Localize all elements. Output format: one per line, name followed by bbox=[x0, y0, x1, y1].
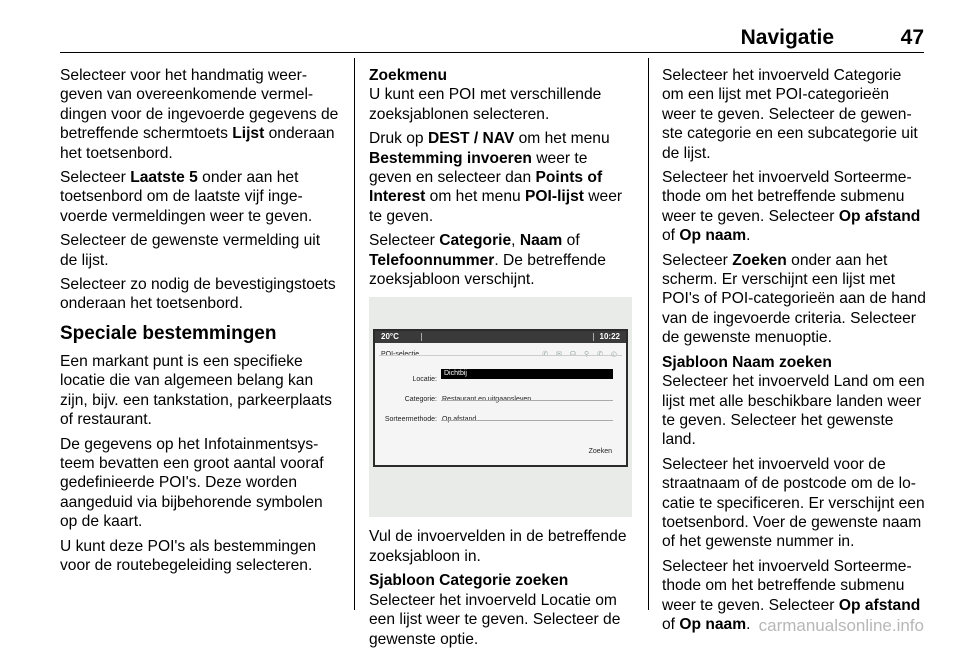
location-field[interactable]: Dichtbij bbox=[441, 369, 613, 379]
category-field[interactable]: Restaurant en uitgaansleven bbox=[442, 396, 532, 404]
sort-label: Sorteermethode: bbox=[384, 416, 437, 424]
paragraph: Selecteer het invoerveld Categorie om een lijst met POI-categorieën weer te geven. Selecteer de gewenste categorie en een subcategorie uit de lijst. bbox=[662, 67, 918, 162]
location-label: Locatie: bbox=[412, 376, 437, 384]
clock-readout: 10:22 bbox=[599, 332, 620, 342]
watermark: carmanualsonline.info bbox=[758, 616, 924, 635]
page-number: 47 bbox=[900, 26, 924, 49]
screenshot-figure bbox=[369, 297, 632, 517]
subheading: Sjabloon Naam zoeken bbox=[662, 353, 832, 371]
paragraph: Selecteer het invoerveld voor de straatnaam of de postcode om de locatie te specificeren. Er verschijnt een toetsenbord. Voer de gewenste naam of het gewenste nummer in. bbox=[662, 455, 925, 551]
screen-title: POI-selectie bbox=[381, 351, 420, 359]
subheading: Zoekmenu bbox=[369, 67, 447, 84]
sort-field[interactable]: Op afstand bbox=[442, 416, 477, 424]
paragraph: U kunt een POI met verschillende zoeksjablonen selecteren. bbox=[369, 86, 602, 123]
paragraph: Selecteer Laatste 5 onder aan het toetsenbord om de laatste vijf ingevoerde vermeldingen weer te geven. bbox=[60, 169, 313, 225]
paragraph: Druk op DEST / NAV om het menu Bestemming invoeren weer te geven en selecteer dan Points of Interest om het menu POI-lijst weer te geven. bbox=[369, 130, 623, 225]
paragraph: Selecteer het invoerveld Locatie om een lijst weer te geven. Selecteer de gewenste optie. bbox=[369, 591, 621, 648]
paragraph: Selecteer het invoerveld Sorteermethode om het betreffende submenu weer te geven. Selecteer Op afstand of Op naam. bbox=[662, 169, 921, 245]
paragraph: Selecteer voor het handmatig weergeven van overeenkomende vermeldingen voor de ingevoerde gegevens de betreffende schermtoets Lijst onderaan het toetsenbord. bbox=[60, 67, 339, 162]
section-heading: Speciale bestemmingen bbox=[60, 322, 277, 344]
paragraph: Vul de invoervelden in de betreffende zoeksjabloon in. bbox=[369, 528, 627, 565]
column-divider-1 bbox=[354, 58, 355, 610]
status-icons: ✆ ✉ ☊ ⚲ ✆ ◴ bbox=[542, 351, 620, 359]
column-divider-2 bbox=[648, 58, 649, 610]
paragraph: Selecteer Categorie, Naam of Telefoonnummer. De betreffende zoeksjabloon verschijnt. bbox=[369, 232, 606, 289]
column-1 bbox=[60, 66, 340, 580]
paragraph: Selecteer Zoeken onder aan het scherm. Er verschijnt een lijst met POI's of POI-categorieën aan de hand van de ingevoerde criteria. Selecteer de gewenste menuoptie. bbox=[662, 251, 926, 347]
category-label: Categorie: bbox=[404, 396, 437, 404]
paragraph: Selecteer zo nodig de bevestigingstoets onderaan het toetsenbord. bbox=[60, 276, 336, 313]
paragraph: Selecteer het invoerveld Sorteermethode om het betreffende submenu weer te geven. Selecteer Op afstand of Op naam. bbox=[662, 557, 921, 633]
paragraph: Selecteer het invoerveld Land om een lijst met alle beschikbare landen weer te geven. Selecteer het gewenste land. bbox=[662, 373, 925, 449]
column-3 bbox=[662, 66, 926, 639]
paragraph: U kunt deze POI's als bestemmingen voor de routebegeleiding selecteren. bbox=[60, 537, 317, 574]
subheading: Sjabloon Categorie zoeken bbox=[369, 572, 569, 590]
column-2 bbox=[369, 66, 634, 654]
temperature-readout: 20°C bbox=[381, 332, 399, 342]
paragraph: De gegevens op het Infotainmentsysteem bevatten een groot aantal vooraf gedefinieerde POI's. Deze worden aangeduid via bijbehorende symbolen op de kaart. bbox=[60, 435, 324, 531]
section-title: Navigatie bbox=[740, 26, 834, 49]
status-bar bbox=[375, 331, 626, 343]
paragraph: Selecteer de gewenste vermelding uit de lijst. bbox=[60, 232, 321, 269]
page-header bbox=[60, 24, 924, 53]
search-button[interactable]: Zoeken bbox=[588, 448, 612, 456]
paragraph: Een markant punt is een specifieke locatie die van algemeen belang kan zijn, bijv. een tankstation, parkeerplaats of restaurant. bbox=[60, 352, 332, 429]
infotainment-screen bbox=[373, 329, 628, 467]
